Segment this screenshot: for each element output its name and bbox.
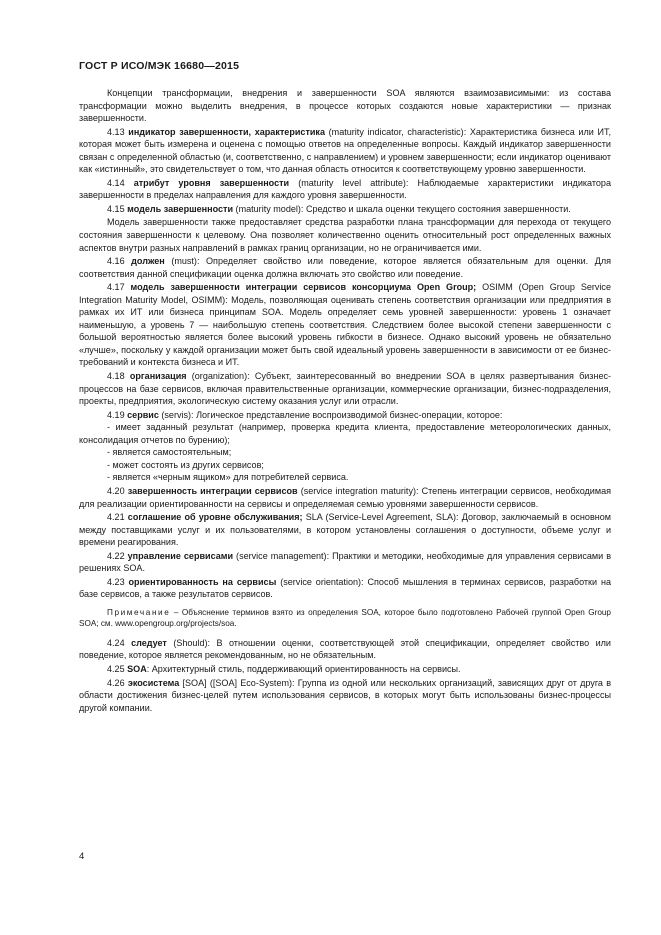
term-definition: [SOA] ([SOA] Eco-System): Группа из одной или нескольких организаций, зависящих друг от друга в области достижения бизнес-целей путем использования сервисов, в которых могут быть использованы бизнес-процессы другой компании. bbox=[79, 677, 611, 713]
term-title: сервис bbox=[127, 409, 159, 420]
term-definition: (maturity level attribute): Наблюдаемые характеристики индикатора завершенности в пределах направления для каждого уровня завершенности. bbox=[79, 177, 611, 201]
term-4-22 bbox=[79, 550, 611, 575]
term-4-26 bbox=[79, 677, 611, 715]
term-4-25 bbox=[79, 663, 611, 676]
list-item: - является «черным ящиком» для потребителей сервиса. bbox=[107, 472, 349, 483]
term-definition: (servis): Логическое представление воспроизводимой бизнес-операции, которое: bbox=[158, 409, 503, 420]
term-title: должен bbox=[131, 256, 165, 267]
list-item: - может состоять из других сервисов; bbox=[107, 459, 264, 470]
term-4-18 bbox=[79, 370, 611, 408]
term-title: модель завершенности bbox=[127, 203, 234, 214]
page-number: 4 bbox=[79, 851, 85, 862]
term-title: SOA bbox=[127, 663, 147, 674]
term-4-13 bbox=[79, 126, 611, 176]
intro-paragraph: Концепции трансформации, внедрения и завершенности SOA являются взаимозависимыми: из состава трансформации можно выделить внедрения, в процессе которых создаются новые характеристики — признак завершенности. bbox=[79, 88, 611, 124]
term-title: ориентированность на сервисы bbox=[128, 576, 277, 587]
term-title: экосистема bbox=[127, 677, 180, 688]
term-number: 4.21 bbox=[107, 512, 125, 523]
term-number: 4.20 bbox=[107, 485, 125, 496]
term-4-19 bbox=[79, 409, 611, 422]
term-number: 4.23 bbox=[107, 576, 125, 587]
term-definition: (maturity model): Средство и шкала оценки текущего состояния завершенности. bbox=[233, 203, 571, 214]
term-definition: OSIMM (Open Group Service Integration Maturity Model, OSIMM): Модель, позволяющая оценивать степень соответствия организации или предприятия в рамках их ИТ или бизнеса принципам SOA. Модель определяет семь уровней завершенности: уровень 1 означает наименьшую, а уровень 7 — наибольшую степень соответствия. Следствием более высокой степени завершенности с большой вероятностью является более высокий уровень гибкости в бизнесе. Однако высокий уровень не обязательно «лучше», поскольку у каждой организации может быть свой идеальный уровень завершенности в зависимости от ее бизнес-требований и контекста бизнеса и ИТ. bbox=[79, 282, 611, 368]
note bbox=[79, 607, 611, 630]
term-4-21 bbox=[79, 511, 611, 549]
term-number: 4.19 bbox=[107, 409, 125, 420]
term-definition: (service integration maturity): Степень интеграции сервисов, необходимая для реализации ориентированности на сервисы и определяемая семью уровнями завершенности сервисов. bbox=[79, 485, 612, 509]
term-title: следует bbox=[131, 637, 167, 648]
term-4-15 bbox=[79, 203, 611, 216]
term-4-23 bbox=[79, 576, 611, 601]
term-number: 4.26 bbox=[107, 677, 125, 688]
term-4-14 bbox=[79, 177, 611, 202]
note-text: – Объяснение терминов взято из определения SOA, которое было подготовлено Рабочей группой Open Group SOA; см. www.opengroup.org/projects/soa. bbox=[79, 607, 611, 629]
term-number: 4.18 bbox=[107, 371, 125, 382]
term-definition: (organization): Субъект, заинтересованный во внедрении SOA в целях развертывания бизнес-процессов на базе сервисов, включая правительственные организации, коммерческие организации, бизнес-подразделения, проекты, предприятия, экологическую систему оказания услуг или отрасли. bbox=[79, 371, 612, 407]
term-definition: (must): Определяет свойство или поведение, которое является обязательным для оценки. Для соответствия данной спецификации оценка должна включать это свойство или поведение. bbox=[79, 256, 611, 279]
term-number: 4.15 bbox=[107, 203, 125, 214]
term-4-20 bbox=[79, 485, 611, 510]
term-definition: (maturity indicator, characteristic): Характеристика бизнеса или ИТ, которая может быть измерена и оценена с помощью ответов на определенные вопросы. Каждый индикатор завершенности связан с определенной областью (и, соответственно, с направлением) и уровнем завершенности; если индикатор оценивают как «истинный», это свидетельствует о том, что данная область относится к соответствующему уровню завершенности. bbox=[79, 126, 612, 175]
term-number: 4.24 bbox=[107, 637, 125, 648]
term-definition: (Should): В отношении оценки, соответствующей этой спецификации, определяет свойство или поведение, которое является рекомендованным, но не обязательным. bbox=[79, 637, 611, 661]
term-4-17 bbox=[79, 281, 611, 369]
term-number: 4.22 bbox=[107, 550, 125, 561]
term-number: 4.17 bbox=[107, 282, 125, 293]
term-title: индикатор завершенности, характеристика bbox=[128, 126, 325, 137]
term-definition: (service management): Практики и методики, необходимые для управления сервисами в решениях SOA. bbox=[79, 550, 612, 574]
term-title: управление сервисами bbox=[127, 550, 234, 561]
term-number: 4.13 bbox=[107, 126, 125, 137]
term-definition: (service orientation): Способ мышления в терминах сервисов, разработки на базе сервисов, а также результатов сервисов. bbox=[79, 576, 612, 600]
term-definition: : Архитектурный стиль, поддерживающий ориентированность на сервисы. bbox=[146, 663, 461, 674]
note-label: Примечание bbox=[107, 607, 171, 617]
term-4-24 bbox=[79, 637, 611, 662]
standard-header: ГОСТ Р ИСО/МЭК 16680—2015 bbox=[79, 60, 240, 72]
list-item: - является самостоятельным; bbox=[107, 447, 232, 458]
term-title: модель завершенности интеграции сервисов консорциума Open Group; bbox=[130, 282, 477, 293]
term-definition: SLA (Service-Level Agreement, SLA): Договор, заключаемый в основном между поставщиками услуг и их пользователями, в котором установлены соглашения о доступности, объеме услуг и времени реагирования. bbox=[79, 512, 612, 548]
list-item: - имеет заданный результат (например, проверка кредита клиента, предоставление метеорологических данных, консолидация отчетов по бурению); bbox=[79, 422, 611, 445]
document-body bbox=[79, 87, 611, 714]
term-number: 4.16 bbox=[107, 256, 125, 267]
term-4-15-continuation: Модель завершенности также предоставляет средства разработки плана трансформации для перехода от текущего состояния завершенности к целевому. Она позволяет количественно оценить относительный рост определенных важных аспектов внутри разных направлений в рамках границ организации, но не ограничивается ими. bbox=[79, 217, 611, 253]
term-title: организация bbox=[129, 371, 187, 382]
term-number: 4.25 bbox=[107, 663, 125, 674]
term-4-16 bbox=[79, 255, 611, 280]
term-title: завершенность интеграции сервисов bbox=[127, 485, 298, 496]
term-number: 4.14 bbox=[107, 177, 125, 188]
term-title: атрибут уровня завершенности bbox=[133, 177, 290, 188]
term-title: соглашение об уровне обслуживания; bbox=[127, 512, 303, 523]
